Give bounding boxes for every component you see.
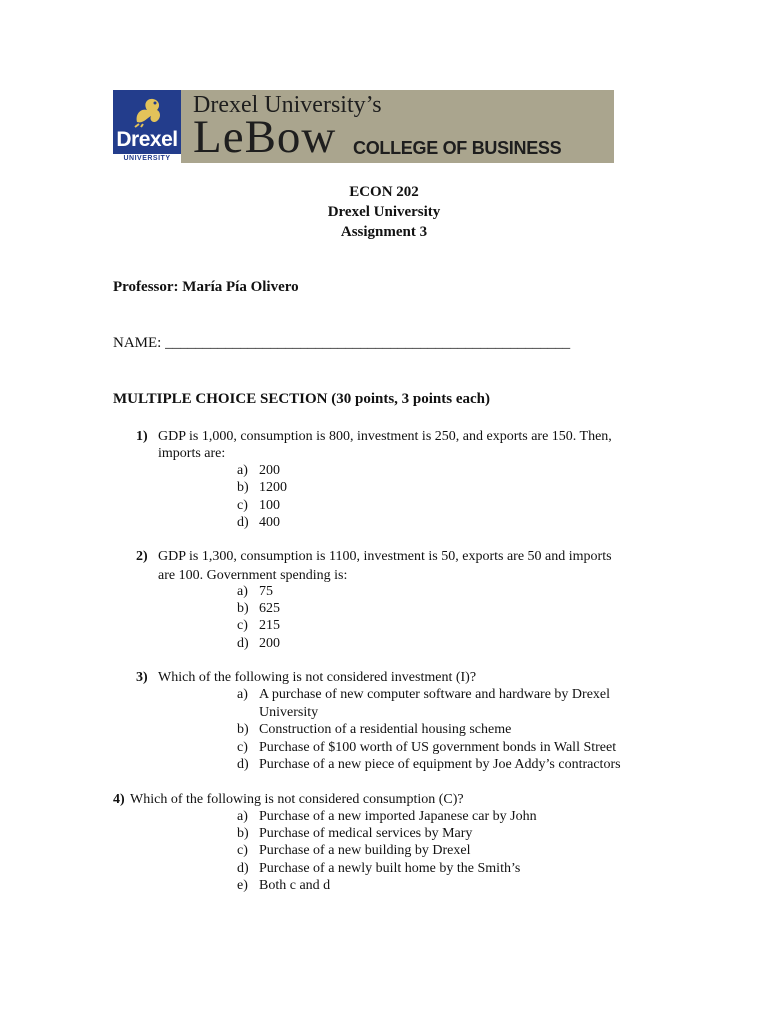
assignment-title: Assignment 3 bbox=[340, 224, 428, 240]
lebow-banner bbox=[113, 90, 614, 163]
logo-university-label: UNIVERSITY bbox=[113, 154, 181, 163]
banner-university-line: Drexel University’s bbox=[193, 92, 382, 118]
option[interactable]: a) 200 bbox=[237, 463, 280, 478]
question-text: GDP is 1,300, consumption is 1100, investment is 50, exports are 50 and imports bbox=[158, 549, 612, 564]
option[interactable]: d) Purchase of a new piece of equipment by Joe Addy’s contractors bbox=[237, 757, 621, 772]
question-text-cont: are 100. Government spending is: bbox=[158, 568, 348, 583]
option[interactable]: b) Purchase of medical services by Mary bbox=[237, 826, 473, 841]
banner-lebow: LeBow bbox=[193, 111, 337, 163]
dragon-icon bbox=[131, 94, 165, 128]
banner-college: COLLEGE OF BUSINESS bbox=[353, 138, 562, 158]
option[interactable]: c) Purchase of a new building by Drexel bbox=[237, 843, 471, 858]
logo-wordmark: Drexel bbox=[116, 128, 178, 151]
course-code: ECON 202 bbox=[349, 184, 419, 200]
question-text-cont: imports are: bbox=[158, 446, 226, 461]
option[interactable]: d) 200 bbox=[237, 636, 280, 651]
option[interactable]: b) 625 bbox=[237, 601, 280, 616]
option[interactable]: a) Purchase of a new imported Japanese car by John bbox=[237, 809, 537, 824]
option[interactable]: e) Both c and d bbox=[237, 878, 331, 893]
option[interactable]: b) Construction of a residential housing scheme bbox=[237, 722, 512, 737]
professor-line: Professor: María Pía Olivero bbox=[113, 279, 299, 295]
option[interactable]: c) 215 bbox=[237, 618, 280, 633]
option[interactable]: d) 400 bbox=[237, 515, 280, 530]
question-text: Which of the following is not considered investment (I)? bbox=[158, 670, 477, 685]
section-title: MULTIPLE CHOICE SECTION (30 points, 3 points each) bbox=[113, 391, 491, 407]
option[interactable]: c) Purchase of $100 worth of US government bonds in Wall Street bbox=[237, 740, 617, 755]
question-text: Which of the following is not considered consumption (C)? bbox=[130, 792, 464, 807]
question-text: GDP is 1,000, consumption is 800, investment is 250, and exports are 150. Then, bbox=[158, 429, 612, 444]
option[interactable]: d) Purchase of a newly built home by the Smith’s bbox=[237, 861, 521, 876]
question-number: 1) bbox=[136, 429, 148, 444]
name-field[interactable]: NAME: ______________________________________________________ bbox=[113, 335, 571, 351]
question-number: 2) bbox=[136, 549, 148, 564]
drexel-logo bbox=[113, 90, 181, 154]
question-number: 3) bbox=[136, 670, 148, 685]
option[interactable]: c) 100 bbox=[237, 498, 280, 513]
option[interactable]: a) 75 bbox=[237, 584, 273, 599]
university-name: Drexel University bbox=[327, 204, 441, 220]
option-text-cont: University bbox=[259, 705, 319, 720]
question-number: 4) bbox=[113, 792, 125, 807]
option[interactable]: a) A purchase of new computer software and hardware by Drexel bbox=[237, 687, 611, 702]
option[interactable]: b) 1200 bbox=[237, 480, 287, 495]
